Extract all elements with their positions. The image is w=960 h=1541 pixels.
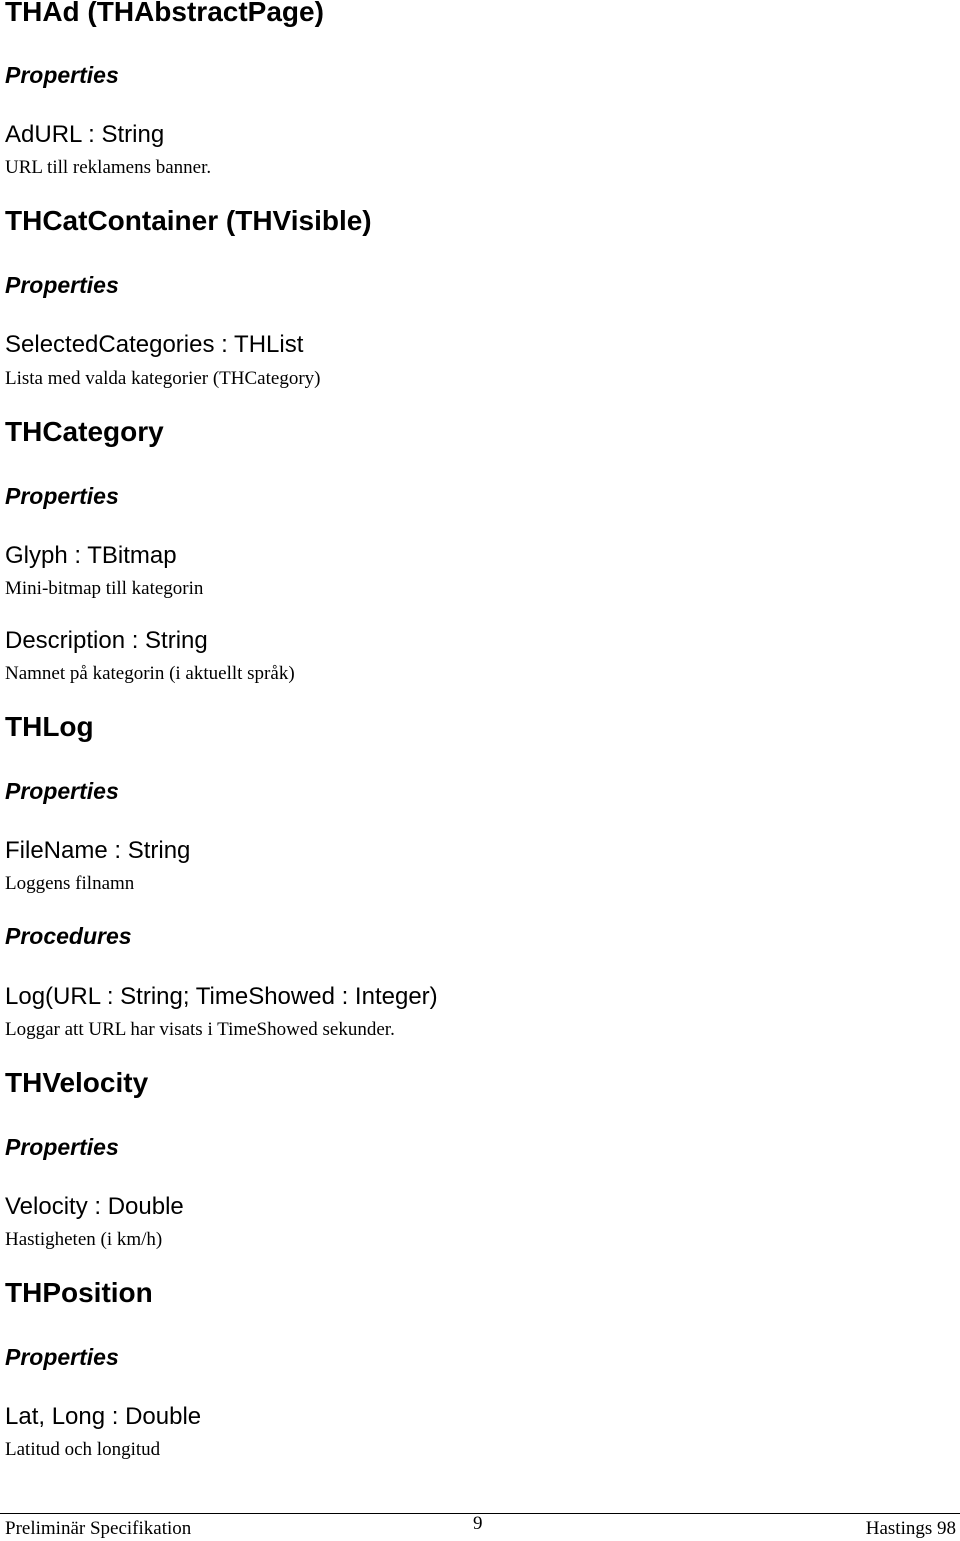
page-number: 9 <box>473 1513 483 1534</box>
property-description: Mini-bitmap till kategorin <box>5 578 204 599</box>
properties-heading: Properties <box>5 1134 119 1160</box>
property-description: Loggens filnamn <box>5 873 135 894</box>
properties-heading: Properties <box>5 1344 119 1370</box>
property-description: Lista med valda kategorier (THCategory) <box>5 368 321 389</box>
property-description: Hastigheten (i km/h) <box>5 1229 163 1250</box>
properties-heading: Properties <box>5 778 119 804</box>
properties-heading: Properties <box>5 483 119 509</box>
section-title-thcatcontainer: THCatContainer (THVisible) <box>5 205 372 236</box>
property-signature: Lat, Long : Double <box>5 1403 202 1430</box>
procedures-heading: Procedures <box>5 923 132 949</box>
property-signature: SelectedCategories : THList <box>5 331 304 358</box>
footer-right-text: Hastings 98 <box>865 1518 956 1539</box>
procedure-signature: Log(URL : String; TimeShowed : Integer) <box>5 983 438 1010</box>
procedure-description: Loggar att URL har visats i TimeShowed sekunder. <box>5 1019 395 1040</box>
property-signature: Glyph : TBitmap <box>5 542 177 569</box>
section-title-thad: THAd (THAbstractPage) <box>5 0 324 27</box>
property-description: Namnet på kategorin (i aktuellt språk) <box>5 663 295 684</box>
property-signature: FileName : String <box>5 837 191 864</box>
property-signature: Description : String <box>5 627 208 654</box>
section-title-thlog: THLog <box>5 711 94 742</box>
property-description: URL till reklamens banner. <box>5 157 212 178</box>
property-signature: Velocity : Double <box>5 1193 184 1220</box>
section-title-thposition: THPosition <box>5 1277 153 1308</box>
property-description: Latitud och longitud <box>5 1439 161 1460</box>
properties-heading: Properties <box>5 62 119 88</box>
section-title-thvelocity: THVelocity <box>5 1067 149 1098</box>
property-signature: AdURL : String <box>5 121 165 148</box>
properties-heading: Properties <box>5 272 119 298</box>
section-title-thcategory: THCategory <box>5 416 164 447</box>
footer-left-text: Preliminär Specifikation <box>5 1518 192 1539</box>
